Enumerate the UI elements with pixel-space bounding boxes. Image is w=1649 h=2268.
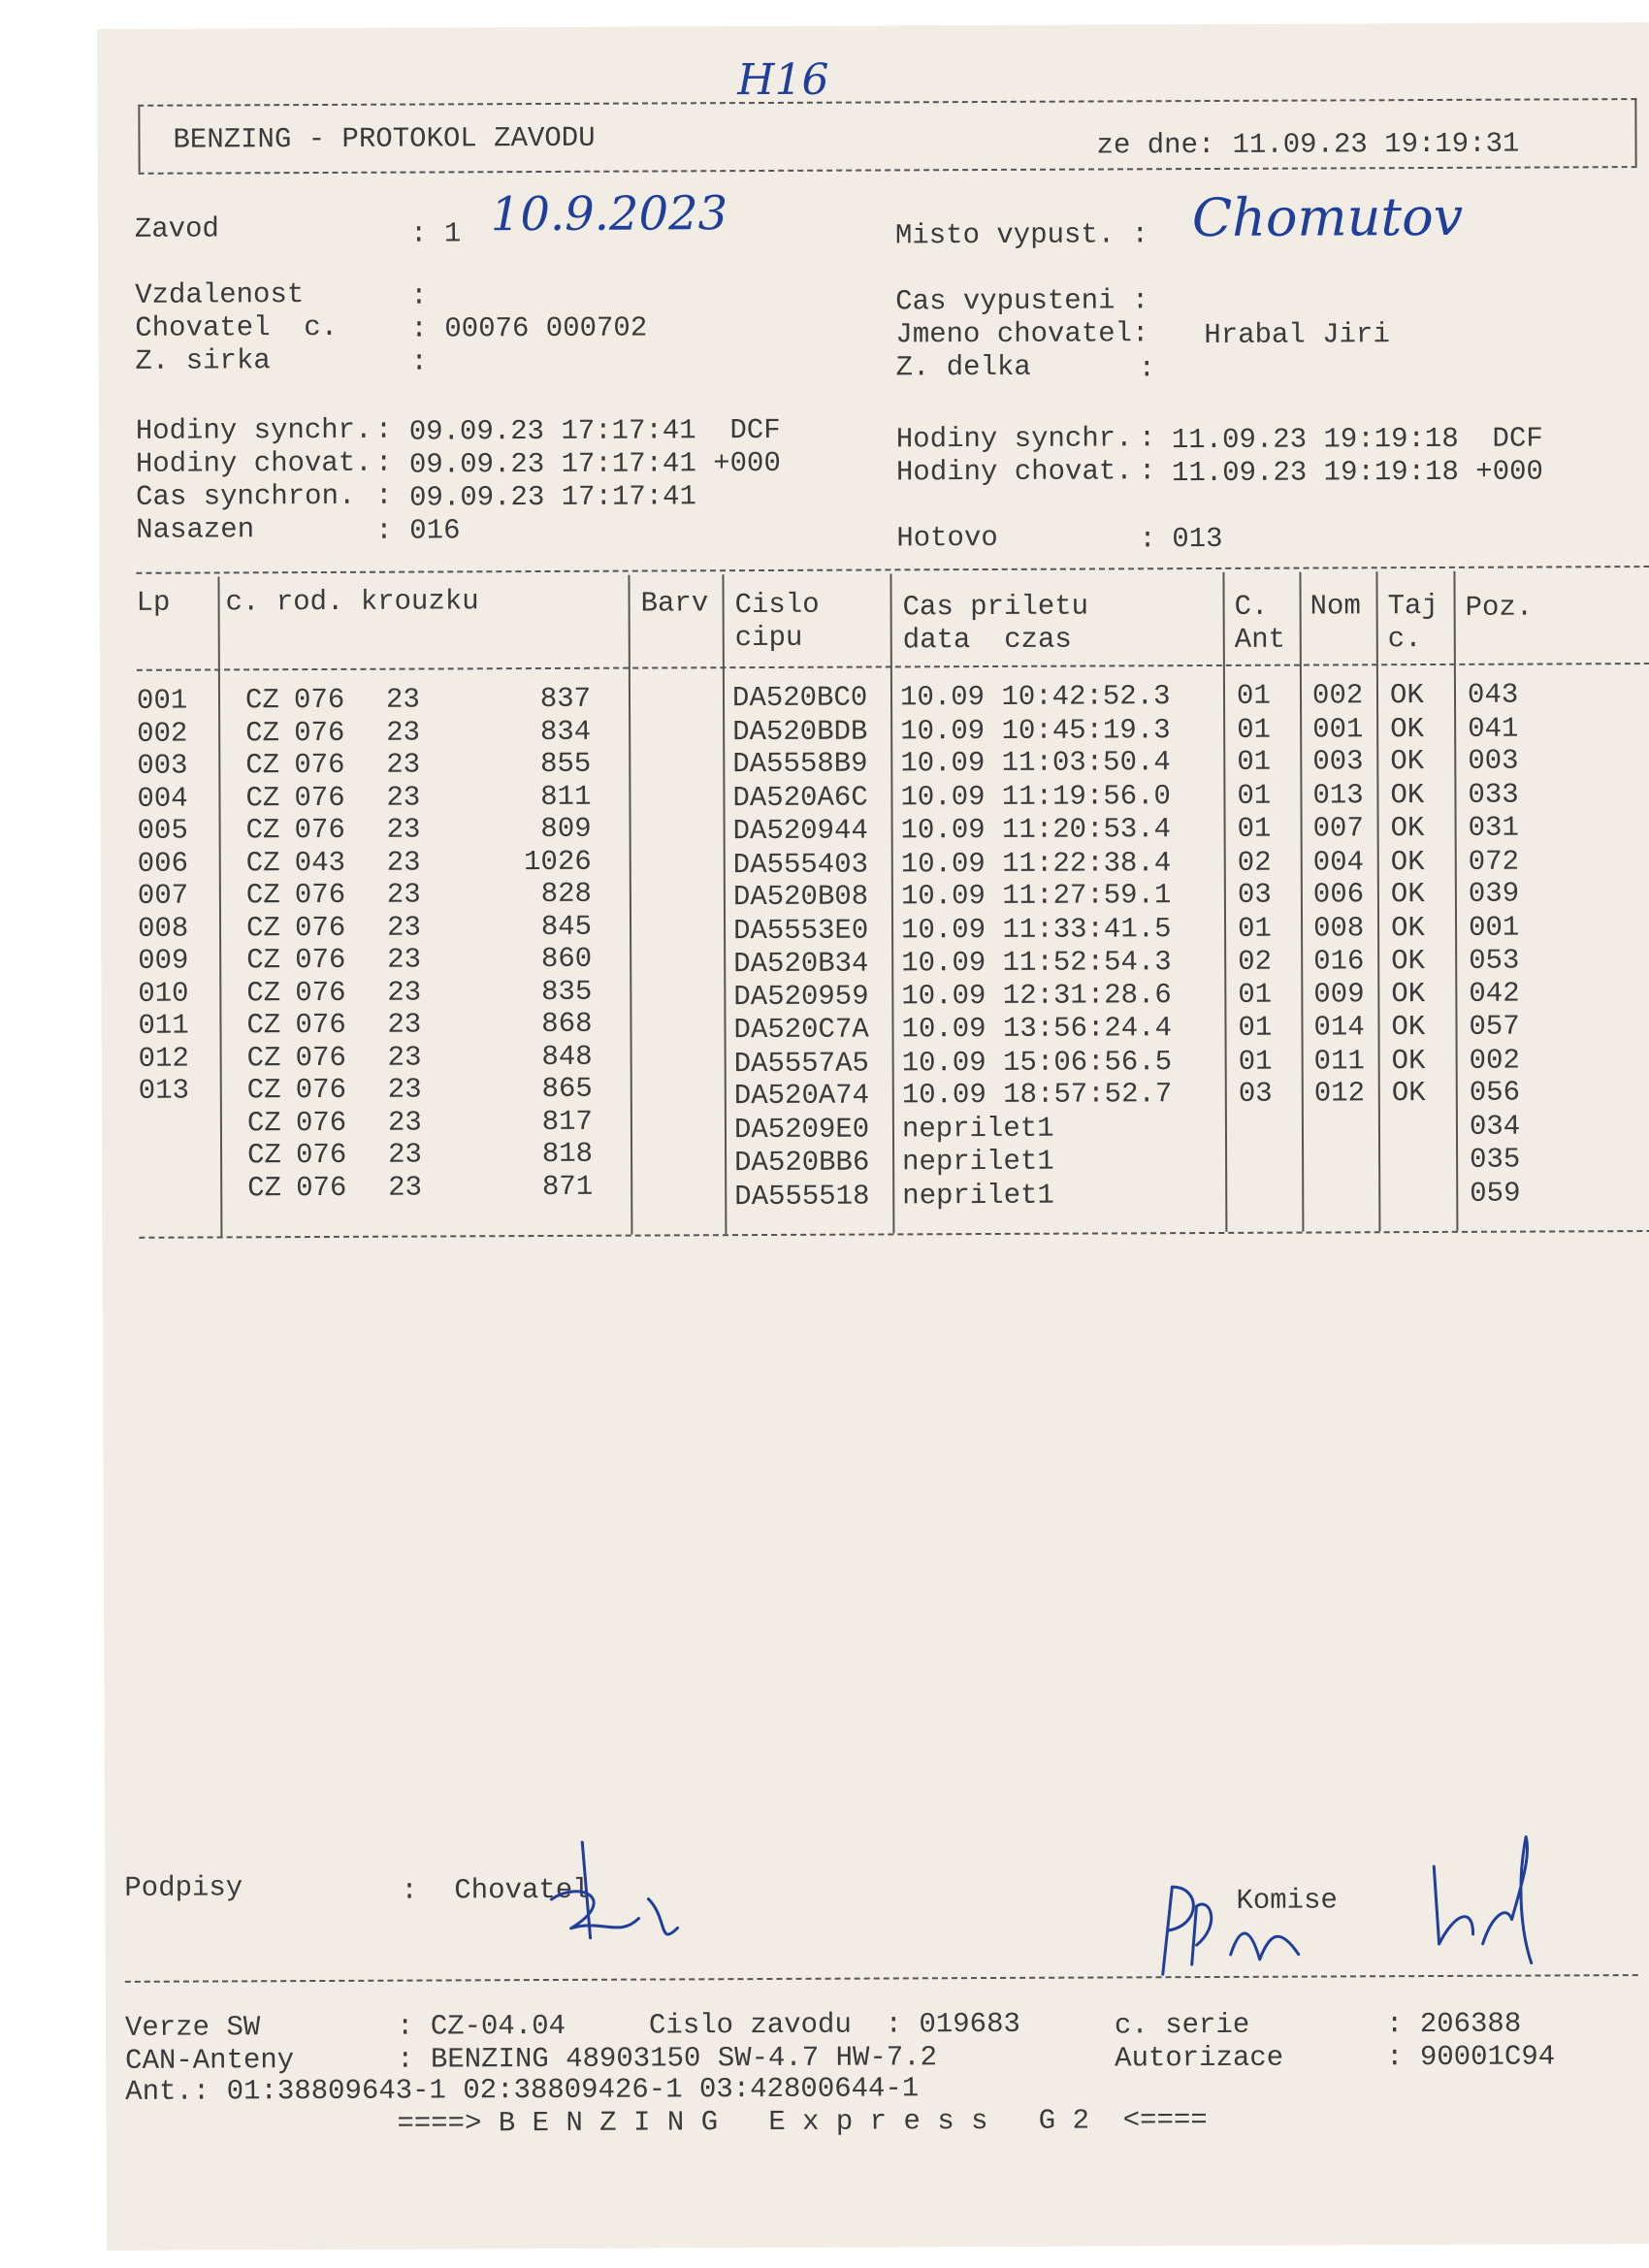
cell-status: OK bbox=[1391, 1044, 1426, 1077]
cell-position: 039 bbox=[1468, 877, 1520, 910]
verze-label: Verze SW bbox=[124, 2011, 261, 2044]
sync-left-1-colon: : bbox=[374, 413, 393, 446]
cell-lp: 008 bbox=[137, 912, 189, 945]
chovatel-number: 00076 000702 bbox=[444, 311, 648, 345]
handwritten-race-date: 10.9.2023 bbox=[490, 186, 728, 243]
cell-status: OK bbox=[1390, 812, 1425, 845]
table-top-border bbox=[136, 566, 1649, 574]
cell-country: CZ bbox=[246, 976, 281, 1009]
cell-status: OK bbox=[1390, 911, 1425, 944]
cell-lp: 013 bbox=[138, 1074, 190, 1107]
cell-org: 076 bbox=[295, 1138, 347, 1172]
cell-ring-number: 1026 bbox=[524, 845, 592, 878]
col-header-cipu: cipu bbox=[734, 621, 803, 655]
sync-right-2-value: 11.09.23 19:19:18 +000 bbox=[1171, 455, 1543, 490]
cell-nom: 003 bbox=[1312, 745, 1364, 778]
cell-ring-number: 835 bbox=[541, 975, 593, 1008]
cell-arrival-time: 10.09 11:22:38.4 bbox=[900, 846, 1172, 880]
cell-status: OK bbox=[1391, 945, 1426, 978]
cell-org: 076 bbox=[294, 716, 345, 749]
komise-label: Komise bbox=[1236, 1884, 1338, 1917]
cell-ring-number: 834 bbox=[539, 715, 592, 748]
cell-ring-number: 860 bbox=[540, 942, 593, 976]
cell-year: 23 bbox=[386, 878, 421, 911]
footer-top-border bbox=[125, 1974, 1638, 1983]
table-header-border bbox=[137, 663, 1649, 671]
sync-right-1-colon: : bbox=[1138, 422, 1156, 455]
cell-year: 23 bbox=[387, 1138, 422, 1171]
header-right-border bbox=[1634, 98, 1636, 166]
sync-left-2-colon: : bbox=[374, 446, 393, 479]
cell-status: OK bbox=[1391, 977, 1426, 1010]
sync-left-3-colon: : bbox=[375, 479, 393, 512]
podpisy-label: Podpisy bbox=[124, 1871, 243, 1904]
cell-ring-number: 828 bbox=[540, 877, 592, 911]
col-header-cas: Cas priletu bbox=[902, 590, 1089, 624]
cell-antenna: 01 bbox=[1238, 1011, 1273, 1044]
sirka-label: Z. sirka bbox=[135, 344, 271, 377]
cell-position: 001 bbox=[1468, 911, 1520, 944]
cell-status: OK bbox=[1390, 778, 1425, 811]
cell-chip-id: DA5558B9 bbox=[732, 747, 868, 781]
cell-nom: 004 bbox=[1312, 845, 1365, 879]
cell-chip-id: DA520944 bbox=[732, 814, 868, 848]
table-row bbox=[102, 1166, 1634, 1213]
cell-position: 002 bbox=[1469, 1044, 1520, 1077]
cell-position: 003 bbox=[1468, 744, 1519, 777]
cell-chip-id: DA5209E0 bbox=[733, 1113, 870, 1146]
cell-org: 076 bbox=[293, 683, 345, 717]
cell-status: OK bbox=[1391, 1077, 1426, 1110]
hotovo-colon: : bbox=[1139, 523, 1156, 556]
cell-year: 23 bbox=[386, 781, 421, 814]
cell-year: 23 bbox=[387, 1073, 422, 1106]
sync-right-1-value: 11.09.23 19:19:18 DCF bbox=[1171, 422, 1543, 457]
sync-left-3-value: 09.09.23 17:17:41 bbox=[409, 480, 697, 514]
col-header-taj: Taj bbox=[1387, 589, 1439, 623]
sirka-colon: : bbox=[410, 345, 428, 378]
cell-country: CZ bbox=[245, 879, 280, 912]
header-top-border bbox=[138, 98, 1636, 107]
cell-antenna: 03 bbox=[1238, 1077, 1273, 1110]
cell-org: 076 bbox=[295, 1073, 347, 1107]
cell-lp: 006 bbox=[137, 847, 189, 880]
cell-position: 031 bbox=[1468, 811, 1519, 844]
cell-country: CZ bbox=[246, 1009, 281, 1042]
cas-vypusteni-label: Cas vypusteni : bbox=[895, 284, 1149, 318]
cell-country: CZ bbox=[245, 781, 280, 814]
cell-ring-number: 868 bbox=[541, 1007, 593, 1041]
commission-signature-2 bbox=[1414, 1827, 1551, 1983]
cell-arrival-time: 10.09 11:20:53.4 bbox=[900, 813, 1172, 847]
cell-arrival-time: neprilet1 bbox=[902, 1145, 1054, 1179]
cell-arrival-time: 10.09 15:06:56.5 bbox=[901, 1045, 1173, 1079]
cell-ring-number: 811 bbox=[540, 780, 592, 813]
cell-year: 23 bbox=[387, 943, 422, 976]
hotovo-label: Hotovo bbox=[896, 521, 998, 555]
commission-signature-1 bbox=[1143, 1867, 1318, 1985]
handwritten-release-place: Chomutov bbox=[1191, 185, 1464, 249]
chovatel-label: Chovatel c. bbox=[135, 310, 339, 344]
cell-chip-id: DA555518 bbox=[734, 1180, 870, 1213]
zavod-label: Zavod bbox=[134, 212, 219, 245]
cell-lp: 009 bbox=[138, 944, 189, 977]
cell-ring-number: 809 bbox=[540, 812, 592, 846]
cell-status: OK bbox=[1390, 845, 1425, 878]
cell-chip-id: DA520A74 bbox=[733, 1079, 870, 1113]
cell-year: 23 bbox=[386, 716, 421, 749]
jmeno-value: Hrabal Jiri bbox=[1204, 318, 1390, 352]
cell-antenna: 01 bbox=[1236, 679, 1271, 712]
cell-ring-number: 817 bbox=[541, 1105, 593, 1138]
cell-nom: 016 bbox=[1313, 945, 1365, 978]
cell-org: 076 bbox=[296, 1171, 347, 1204]
cell-chip-id: DA520B34 bbox=[733, 947, 869, 981]
nasazen-value: 016 bbox=[409, 514, 461, 547]
cell-lp: 001 bbox=[136, 684, 188, 717]
cell-org: 076 bbox=[294, 781, 345, 814]
cell-status: OK bbox=[1389, 679, 1424, 712]
cell-country: CZ bbox=[246, 1074, 281, 1107]
cell-nom: 001 bbox=[1312, 712, 1364, 746]
sync-left-1-value: 09.09.23 17:17:41 DCF bbox=[408, 413, 781, 448]
cell-chip-id: DA520B08 bbox=[732, 880, 869, 914]
antenna-list: Ant.: 01:38809643-1 02:38809426-1 03:42800644-1 bbox=[125, 2072, 920, 2108]
cell-org: 076 bbox=[294, 813, 345, 847]
cell-ring-number: 837 bbox=[539, 682, 592, 716]
cell-country: CZ bbox=[245, 716, 280, 749]
col-header-poz: Poz. bbox=[1465, 591, 1534, 624]
chovatel-colon: : bbox=[410, 312, 428, 345]
cell-country: CZ bbox=[245, 749, 280, 782]
zavod-colon: : bbox=[409, 217, 428, 250]
cell-chip-id: DA520A6C bbox=[732, 781, 868, 814]
cell-org: 043 bbox=[294, 846, 346, 879]
cell-ring-number: 871 bbox=[541, 1170, 594, 1203]
cell-status: OK bbox=[1390, 712, 1425, 745]
cell-arrival-time: 10.09 11:33:41.5 bbox=[900, 912, 1172, 946]
autorizace-value: : 90001C94 bbox=[1386, 2040, 1556, 2074]
cell-position: 043 bbox=[1467, 678, 1519, 711]
cell-country: CZ bbox=[245, 911, 280, 944]
col-header-krouzek: c. rod. krouzku bbox=[225, 585, 479, 619]
protocol-sheet bbox=[97, 22, 1649, 2251]
cell-arrival-time: 10.09 11:19:56.0 bbox=[900, 779, 1171, 813]
cell-country: CZ bbox=[246, 944, 281, 977]
cell-arrival-time: 10.09 12:31:28.6 bbox=[901, 978, 1172, 1012]
verze-value: : CZ-04.04 bbox=[396, 2009, 566, 2043]
cell-nom: 012 bbox=[1313, 1077, 1366, 1110]
cell-lp: 011 bbox=[138, 1009, 189, 1042]
col-header-c: C. bbox=[1234, 590, 1269, 623]
cell-country: CZ bbox=[246, 1041, 281, 1074]
cell-org: 076 bbox=[294, 748, 345, 782]
cell-ring-number: 845 bbox=[540, 910, 593, 943]
cell-lp: 007 bbox=[137, 879, 189, 912]
cell-antenna: 01 bbox=[1238, 1045, 1273, 1078]
cell-nom: 013 bbox=[1312, 778, 1364, 812]
cell-chip-id: DA520BC0 bbox=[731, 681, 868, 715]
cell-country: CZ bbox=[246, 1106, 281, 1139]
cell-antenna: 01 bbox=[1238, 978, 1273, 1011]
cislo-zavodu: Cislo zavodu : 019683 bbox=[648, 2007, 1020, 2042]
nasazen-label: Nasazen bbox=[136, 513, 255, 546]
cell-arrival-time: 10.09 10:42:52.3 bbox=[899, 680, 1171, 714]
cell-status: OK bbox=[1390, 745, 1425, 778]
vzdalenost-colon: : bbox=[410, 279, 428, 312]
cell-country: CZ bbox=[245, 846, 280, 879]
cell-antenna: 01 bbox=[1237, 745, 1272, 778]
cell-arrival-time: 10.09 11:03:50.4 bbox=[900, 746, 1171, 780]
cell-position: 033 bbox=[1468, 778, 1519, 811]
cell-antenna: 01 bbox=[1237, 779, 1272, 812]
cell-lp: 004 bbox=[137, 782, 188, 815]
cell-chip-id: DA520BDB bbox=[732, 715, 868, 748]
header-bottom-border bbox=[139, 166, 1637, 175]
cell-year: 23 bbox=[386, 813, 421, 846]
cell-org: 076 bbox=[295, 1008, 346, 1042]
cell-org: 076 bbox=[295, 943, 346, 977]
cell-year: 23 bbox=[387, 1041, 422, 1074]
report-date: 11.09.23 19:19:31 bbox=[1232, 127, 1520, 161]
delka-label: Z. delka bbox=[895, 350, 1031, 384]
cell-arrival-time: 10.09 13:56:24.4 bbox=[901, 1012, 1173, 1046]
col-header-barv: Barv bbox=[640, 587, 709, 620]
cell-position: 041 bbox=[1468, 712, 1519, 745]
col-header-nom: Nom bbox=[1310, 590, 1361, 623]
cell-antenna: 03 bbox=[1237, 878, 1272, 911]
cell-year: 23 bbox=[385, 683, 420, 716]
cell-status: OK bbox=[1390, 878, 1425, 911]
handwritten-note: H16 bbox=[737, 54, 829, 106]
col-header-ant: Ant bbox=[1234, 623, 1286, 656]
cell-arrival-time: 10.09 10:45:19.3 bbox=[900, 713, 1171, 747]
cell-antenna: 02 bbox=[1237, 846, 1272, 879]
sync-left-2-label: Hodiny chovat. bbox=[135, 446, 372, 480]
cell-nom: 007 bbox=[1312, 812, 1364, 845]
cell-position: 035 bbox=[1470, 1143, 1521, 1176]
serie-value: : 206388 bbox=[1385, 2007, 1522, 2041]
chovatel-signature-label: Chovatel bbox=[454, 1873, 590, 1907]
cell-ring-number: 818 bbox=[541, 1137, 594, 1171]
cell-year: 23 bbox=[388, 1171, 423, 1204]
cell-lp: 005 bbox=[137, 814, 188, 847]
cell-chip-id: DA5553E0 bbox=[732, 914, 869, 947]
cell-position: 034 bbox=[1469, 1110, 1521, 1143]
cell-arrival-time: 10.09 18:57:52.7 bbox=[901, 1078, 1173, 1112]
report-date-label: ze dne: bbox=[1096, 128, 1215, 162]
cell-year: 23 bbox=[386, 748, 421, 781]
cell-org: 076 bbox=[294, 911, 346, 944]
cell-antenna: 01 bbox=[1237, 912, 1272, 945]
cell-position: 059 bbox=[1470, 1177, 1521, 1210]
zavod-value: 1 bbox=[443, 217, 462, 250]
breeder-signature bbox=[512, 1840, 707, 1977]
header-left-border bbox=[138, 105, 140, 173]
col-header-data-czas: data czas bbox=[902, 623, 1072, 657]
col-header-cislo: Cislo bbox=[734, 588, 820, 622]
report-title: BENZING - PROTOKOL ZAVODU bbox=[173, 121, 596, 156]
cell-arrival-time: 10.09 11:27:59.1 bbox=[900, 879, 1172, 913]
cell-nom: 009 bbox=[1313, 977, 1365, 1011]
cell-position: 072 bbox=[1468, 845, 1520, 878]
cell-nom: 014 bbox=[1313, 1011, 1365, 1044]
sync-right-2-label: Hodiny chovat. bbox=[895, 455, 1133, 489]
misto-label: Misto vypust. : bbox=[894, 218, 1149, 252]
cell-position: 056 bbox=[1469, 1076, 1521, 1109]
cell-org: 076 bbox=[294, 878, 346, 912]
cell-year: 23 bbox=[386, 911, 421, 944]
cell-chip-id: DA5557A5 bbox=[733, 1047, 869, 1080]
cell-ring-number: 865 bbox=[541, 1072, 593, 1106]
autorizace-label: Autorizace bbox=[1115, 2041, 1284, 2075]
cell-country: CZ bbox=[247, 1171, 282, 1204]
col-header-lp: Lp bbox=[136, 586, 171, 619]
sync-left-1-label: Hodiny synchr. bbox=[135, 413, 372, 447]
can-label: CAN-Anteny bbox=[125, 2044, 295, 2077]
sync-left-2-value: 09.09.23 17:17:41 +000 bbox=[408, 446, 781, 481]
cell-nom: 008 bbox=[1312, 911, 1365, 945]
cell-country: CZ bbox=[245, 814, 280, 847]
cell-lp: 002 bbox=[137, 717, 188, 750]
cell-arrival-time: 10.09 11:52:54.3 bbox=[901, 946, 1172, 980]
can-value: : BENZING 48903150 SW-4.7 HW-7.2 bbox=[397, 2041, 938, 2076]
podpisy-colon: : bbox=[401, 1874, 418, 1907]
cell-position: 042 bbox=[1469, 977, 1520, 1010]
cell-lp: 003 bbox=[137, 749, 188, 782]
cell-chip-id: DA520959 bbox=[733, 980, 869, 1013]
sync-right-2-colon: : bbox=[1138, 455, 1156, 488]
nasazen-colon: : bbox=[375, 514, 393, 547]
cell-lp: 010 bbox=[138, 977, 189, 1010]
sync-right-1-label: Hodiny synchr. bbox=[895, 422, 1133, 456]
cell-chip-id: DA520C7A bbox=[733, 1013, 869, 1047]
cell-org: 076 bbox=[295, 1041, 346, 1074]
brand-line: ====> B E N Z I N G E x p r e s s G 2 <==== bbox=[397, 2104, 1208, 2140]
delka-colon: : bbox=[1138, 352, 1156, 385]
cell-year: 23 bbox=[387, 976, 422, 1009]
cell-nom: 006 bbox=[1312, 878, 1365, 911]
cell-year: 23 bbox=[386, 846, 421, 879]
cell-status: OK bbox=[1391, 1011, 1426, 1044]
col-header-taj-c: c. bbox=[1387, 623, 1422, 656]
cell-nom: 002 bbox=[1311, 679, 1364, 712]
cell-antenna: 01 bbox=[1237, 812, 1272, 845]
serie-label: c. serie bbox=[1114, 2008, 1250, 2042]
cell-country: CZ bbox=[246, 1139, 281, 1172]
cell-chip-id: DA555403 bbox=[732, 848, 869, 881]
cell-chip-id: DA520BB6 bbox=[734, 1146, 870, 1180]
jmeno-label: Jmeno chovatel: bbox=[895, 317, 1149, 351]
cell-ring-number: 848 bbox=[541, 1040, 593, 1073]
cell-antenna: 01 bbox=[1237, 713, 1272, 746]
cell-country: CZ bbox=[244, 684, 279, 717]
cell-arrival-time: neprilet1 bbox=[901, 1112, 1054, 1145]
cell-year: 23 bbox=[387, 1106, 422, 1139]
cell-arrival-time: neprilet1 bbox=[902, 1179, 1054, 1212]
cell-lp: 012 bbox=[138, 1042, 189, 1075]
cell-antenna: 02 bbox=[1238, 945, 1273, 978]
cell-org: 076 bbox=[295, 1106, 347, 1139]
hotovo-value: 013 bbox=[1172, 522, 1223, 556]
cell-ring-number: 855 bbox=[540, 747, 592, 781]
vzdalenost-label: Vzdalenost bbox=[135, 278, 305, 311]
cell-position: 053 bbox=[1469, 944, 1520, 977]
cell-nom: 011 bbox=[1313, 1044, 1365, 1078]
sync-left-3-label: Cas synchron. bbox=[136, 479, 372, 513]
cell-position: 057 bbox=[1469, 1010, 1520, 1043]
cell-org: 076 bbox=[295, 976, 346, 1009]
cell-year: 23 bbox=[387, 1008, 422, 1041]
